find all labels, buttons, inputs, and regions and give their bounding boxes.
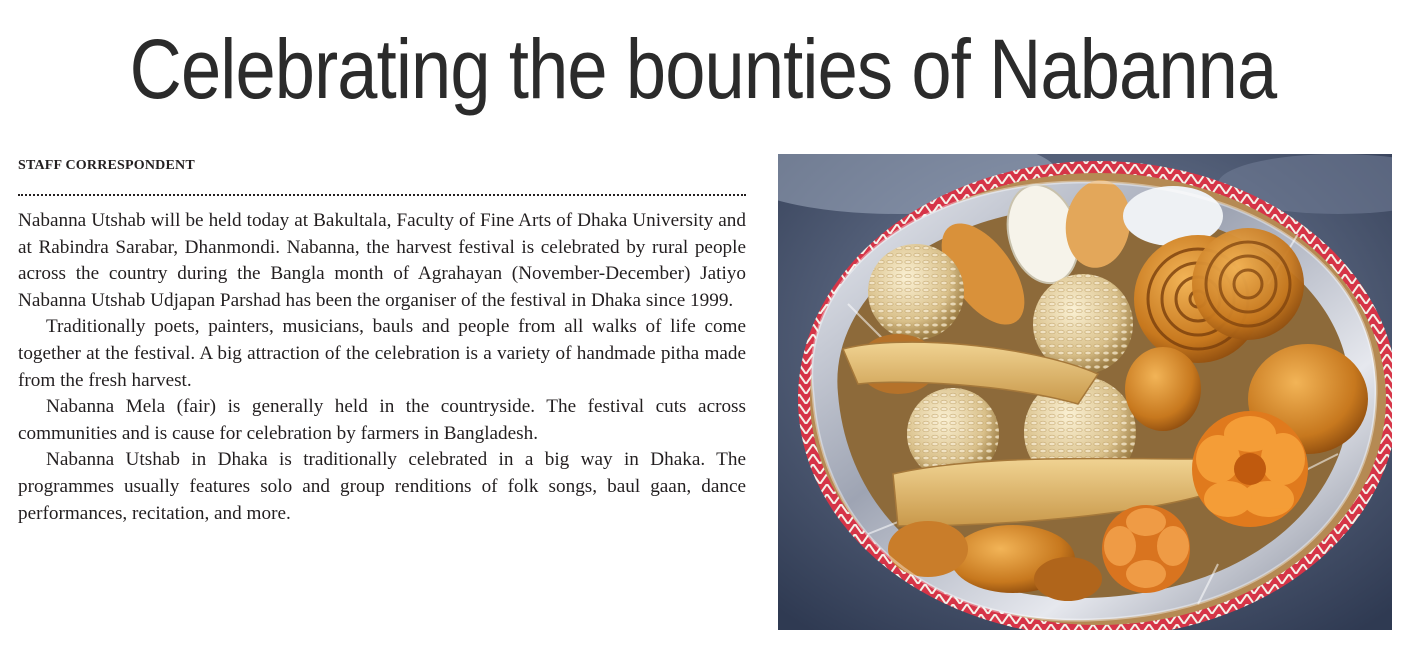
article-paragraph-1: Nabanna Utshab will be held today at Bakultala, Faculty of Fine Arts of Dhaka University and at Rabindra Sarabar, Dhanmondi. Nabanna, the harvest festival is celebrated by rural people across the country during the Bangla month of Agrahayan (November-December) Jatiyo Nabanna Utshab Udjapan Parshad has been the organiser of the festival in Dhaka since 1999. — [18, 210, 746, 311]
article-paragraph-2: Traditionally poets, painters, musicians, bauls and people from all walks of life come together at the festival. A big attraction of the celebration is a variety of handmade pitha made from the fresh harvest. — [18, 316, 746, 391]
headline: Celebrating the bounties of Nabanna — [129, 22, 1277, 116]
article-paragraph-3: Nabanna Mela (fair) is generally held in the countryside. The festival cuts across communities and is cause for celebration by farmers in Bangladesh. — [18, 396, 746, 444]
article-body — [18, 208, 746, 527]
pitha-basket-illustration — [778, 154, 1392, 630]
pitha-basket-photo — [778, 154, 1392, 630]
byline: STAFF CORRESPONDENT — [18, 158, 195, 173]
byline-divider — [18, 194, 746, 196]
article-paragraph-4: Nabanna Utshab in Dhaka is traditionally celebrated in a big way in Dhaka. The programmes usually features solo and group renditions of folk songs, baul gaan, dance performances, recitation, and more. — [18, 449, 746, 524]
